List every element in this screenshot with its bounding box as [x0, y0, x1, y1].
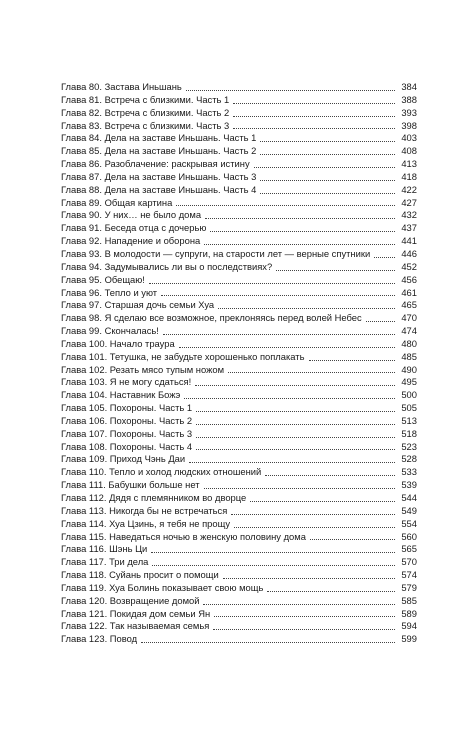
toc-entry-page-number: 560 — [401, 530, 417, 542]
toc-entry — [61, 595, 417, 608]
toc-entry-page-number: 485 — [401, 350, 417, 362]
toc-entry-title: Глава 120. Возвращение домой — [61, 594, 200, 606]
dot-leader — [231, 514, 395, 515]
toc-entry — [61, 608, 417, 621]
toc-entry-title: Глава 118. Суйань просит о помощи — [61, 569, 219, 581]
dot-leader — [250, 501, 395, 502]
dot-leader — [267, 591, 395, 592]
dot-leader — [260, 141, 395, 142]
dot-leader — [196, 437, 395, 438]
dot-leader — [196, 424, 395, 425]
toc-entry-title: Глава 107. Похороны. Часть 3 — [61, 427, 193, 439]
toc-entry-page-number: 470 — [401, 312, 417, 324]
toc-entry-title: Глава 121. Покидая дом семьи Ян — [61, 607, 211, 619]
dot-leader — [152, 565, 395, 566]
dot-leader — [141, 642, 395, 643]
toc-entry-page-number: 452 — [401, 260, 417, 272]
toc-entry-page-number: 465 — [401, 299, 417, 311]
toc-entry-title: Глава 92. Нападение и оборона — [61, 235, 201, 247]
toc-entry — [61, 376, 417, 389]
dot-leader — [176, 205, 395, 206]
toc-entry — [61, 351, 417, 364]
toc-entry-title: Глава 87. Дела на заставе Иньшань. Часть 3 — [61, 170, 257, 182]
dot-leader — [196, 449, 395, 450]
toc-entry — [61, 248, 417, 261]
toc-entry-page-number: 441 — [401, 235, 417, 247]
toc-entry-title: Глава 95. Обещаю! — [61, 273, 145, 285]
toc-entry-title: Глава 123. Повод — [61, 633, 138, 645]
toc-entry-page-number: 533 — [401, 466, 417, 478]
toc-entry-title: Глава 111. Бабушки больше нет — [61, 479, 200, 491]
toc-entry — [61, 94, 417, 107]
toc-entry — [61, 132, 417, 145]
toc-entry-page-number: 490 — [401, 363, 417, 375]
dot-leader — [196, 411, 395, 412]
toc-entry-title: Глава 91. Беседа отца с дочерью — [61, 222, 207, 234]
toc-entry — [61, 479, 417, 492]
dot-leader — [218, 308, 395, 309]
toc-entry — [61, 531, 417, 544]
dot-leader — [204, 488, 395, 489]
dot-leader — [205, 218, 395, 219]
toc-entry-title: Глава 89. Общая картина — [61, 196, 173, 208]
dot-leader — [203, 604, 395, 605]
toc-entry-page-number: 523 — [401, 440, 417, 452]
toc-entry-title: Глава 85. Дела на заставе Иньшань. Часть 2 — [61, 145, 257, 157]
toc-entry-page-number: 408 — [401, 145, 417, 157]
toc-entry-title: Глава 99. Скончалась! — [61, 325, 159, 337]
toc-entry-title: Глава 81. Встреча с близкими. Часть 1 — [61, 93, 230, 105]
toc-entry-title: Глава 119. Хуа Болинь показывает свою мощь — [61, 581, 264, 593]
dot-leader — [234, 527, 395, 528]
toc-entry-title: Глава 101. Тетушка, не забудьте хорошенько поплакать — [61, 350, 305, 362]
dot-leader — [366, 321, 395, 322]
toc-entry — [61, 209, 417, 222]
toc-entry — [61, 197, 417, 210]
toc-entry — [61, 505, 417, 518]
toc-entry-page-number: 513 — [401, 414, 417, 426]
toc-entry — [61, 556, 417, 569]
toc-entry — [61, 633, 417, 646]
toc-entry — [61, 158, 417, 171]
toc-entry — [61, 453, 417, 466]
toc-entry-title: Глава 115. Наведаться ночью в женскую половину дома — [61, 530, 306, 542]
toc-entry-title: Глава 100. Начало траура — [61, 337, 175, 349]
toc-entry — [61, 171, 417, 184]
toc-entry-page-number: 427 — [401, 196, 417, 208]
toc-entry — [61, 620, 417, 633]
toc-entry-title: Глава 88. Дела на заставе Иньшань. Часть 4 — [61, 183, 257, 195]
toc-entry-page-number: 413 — [401, 158, 417, 170]
dot-leader — [228, 372, 395, 373]
toc-entry — [61, 107, 417, 120]
toc-entry-page-number: 554 — [401, 517, 417, 529]
toc-entry-page-number: 589 — [401, 607, 417, 619]
toc-entry-page-number: 480 — [401, 337, 417, 349]
toc-entry-title: Глава 116. Шэнь Ци — [61, 543, 148, 555]
dot-leader — [260, 154, 395, 155]
toc-entry-title: Глава 94. Задумывались ли вы о последствиях? — [61, 260, 273, 272]
dot-leader — [195, 385, 395, 386]
dot-leader — [265, 475, 395, 476]
dot-leader — [254, 167, 395, 168]
dot-leader — [233, 116, 395, 117]
dot-leader — [309, 360, 396, 361]
table-of-contents — [61, 81, 417, 646]
toc-entry — [61, 287, 417, 300]
toc-entry — [61, 466, 417, 479]
dot-leader — [260, 193, 395, 194]
toc-entry-title: Глава 110. Тепло и холод людских отношений — [61, 466, 262, 478]
toc-entry — [61, 145, 417, 158]
toc-entry — [61, 518, 417, 531]
toc-entry-page-number: 574 — [401, 569, 417, 581]
toc-entry-page-number: 393 — [401, 106, 417, 118]
toc-entry — [61, 235, 417, 248]
toc-entry-page-number: 456 — [401, 273, 417, 285]
toc-entry-title: Глава 96. Тепло и уют — [61, 286, 158, 298]
toc-entry — [61, 582, 417, 595]
toc-entry-title: Глава 113. Никогда бы не встречаться — [61, 504, 228, 516]
toc-entry-page-number: 461 — [401, 286, 417, 298]
dot-leader — [310, 539, 395, 540]
toc-entry-page-number: 579 — [401, 581, 417, 593]
toc-entry-page-number: 432 — [401, 209, 417, 221]
toc-entry — [61, 543, 417, 556]
toc-entry — [61, 120, 417, 133]
toc-entry-title: Глава 82. Встреча с близкими. Часть 2 — [61, 106, 230, 118]
toc-entry-page-number: 388 — [401, 93, 417, 105]
toc-entry-page-number: 500 — [401, 389, 417, 401]
dot-leader — [204, 244, 395, 245]
toc-entry — [61, 492, 417, 505]
toc-entry-title: Глава 104. Наставник Божэ — [61, 389, 181, 401]
toc-entry — [61, 441, 417, 454]
dot-leader — [151, 552, 395, 553]
toc-entry-page-number: 594 — [401, 620, 417, 632]
toc-entry-title: Глава 86. Разоблачение: раскрывая истину — [61, 158, 250, 170]
toc-entry-page-number: 403 — [401, 132, 417, 144]
toc-entry-page-number: 418 — [401, 170, 417, 182]
toc-entry — [61, 364, 417, 377]
toc-entry-title: Глава 90. У них… не было дома — [61, 209, 202, 221]
dot-leader — [163, 334, 395, 335]
toc-entry — [61, 402, 417, 415]
toc-entry-page-number: 549 — [401, 504, 417, 516]
toc-entry-title: Глава 108. Похороны. Часть 4 — [61, 440, 193, 452]
toc-entry-page-number: 539 — [401, 479, 417, 491]
toc-entry-title: Глава 106. Похороны. Часть 2 — [61, 414, 193, 426]
toc-entry-title: Глава 105. Похороны. Часть 1 — [61, 402, 193, 414]
dot-leader — [374, 257, 395, 258]
dot-leader — [276, 270, 395, 271]
toc-entry — [61, 389, 417, 402]
toc-entry-page-number: 585 — [401, 594, 417, 606]
toc-entry — [61, 299, 417, 312]
toc-entry-title: Глава 117. Три дела — [61, 556, 149, 568]
toc-entry-title: Глава 98. Я сделаю все возможное, преклоняясь перед волей Небес — [61, 312, 362, 324]
toc-entry-title: Глава 114. Хуа Цзинь, я тебя не прощу — [61, 517, 231, 529]
dot-leader — [189, 462, 395, 463]
dot-leader — [214, 616, 395, 617]
toc-entry — [61, 325, 417, 338]
toc-entry-title: Глава 109. Приход Чэнь Даи — [61, 453, 186, 465]
toc-entry-title: Глава 112. Дядя с племянником во дворце — [61, 492, 247, 503]
dot-leader — [186, 90, 395, 91]
toc-entry-title: Глава 102. Резать мясо тупым ножом — [61, 363, 225, 375]
toc-entry-title: Глава 80. Застава Иньшань — [61, 81, 182, 92]
toc-entry-page-number: 437 — [401, 222, 417, 234]
toc-entry-page-number: 599 — [401, 633, 417, 645]
toc-entry-page-number: 474 — [401, 325, 417, 337]
dot-leader — [184, 398, 395, 399]
toc-entry — [61, 222, 417, 235]
toc-entry-title: Глава 83. Встреча с близкими. Часть 3 — [61, 119, 230, 131]
toc-entry-page-number: 446 — [401, 247, 417, 259]
toc-entry — [61, 428, 417, 441]
dot-leader — [161, 295, 395, 296]
dot-leader — [213, 629, 395, 630]
toc-entry — [61, 415, 417, 428]
toc-entry-page-number: 398 — [401, 119, 417, 131]
toc-entry-title: Глава 93. В молодости — супруги, на старости лет — верные спутники — [61, 247, 371, 259]
toc-entry — [61, 274, 417, 287]
dot-leader — [233, 103, 395, 104]
toc-entry — [61, 184, 417, 197]
toc-entry-page-number: 495 — [401, 376, 417, 388]
toc-entry-page-number: 544 — [401, 492, 417, 503]
toc-entry-page-number: 384 — [401, 81, 417, 92]
toc-entry — [61, 81, 417, 94]
dot-leader — [210, 231, 395, 232]
toc-entry-title: Глава 84. Дела на заставе Иньшань. Часть 1 — [61, 132, 257, 144]
toc-entry — [61, 569, 417, 582]
toc-entry — [61, 261, 417, 274]
toc-entry-page-number: 570 — [401, 556, 417, 568]
toc-entry-page-number: 518 — [401, 427, 417, 439]
toc-entry-page-number: 422 — [401, 183, 417, 195]
toc-entry-page-number: 528 — [401, 453, 417, 465]
dot-leader — [179, 347, 395, 348]
toc-entry-title: Глава 122. Так называемая семья — [61, 620, 210, 632]
dot-leader — [223, 578, 395, 579]
toc-entry-title: Глава 103. Я не могу сдаться! — [61, 376, 192, 388]
toc-entry-page-number: 505 — [401, 402, 417, 414]
toc-entry-title: Глава 97. Старшая дочь семьи Хуа — [61, 299, 215, 311]
dot-leader — [233, 128, 395, 129]
toc-entry — [61, 312, 417, 325]
dot-leader — [149, 283, 395, 284]
toc-entry-page-number: 565 — [401, 543, 417, 555]
dot-leader — [260, 180, 395, 181]
toc-entry — [61, 338, 417, 351]
